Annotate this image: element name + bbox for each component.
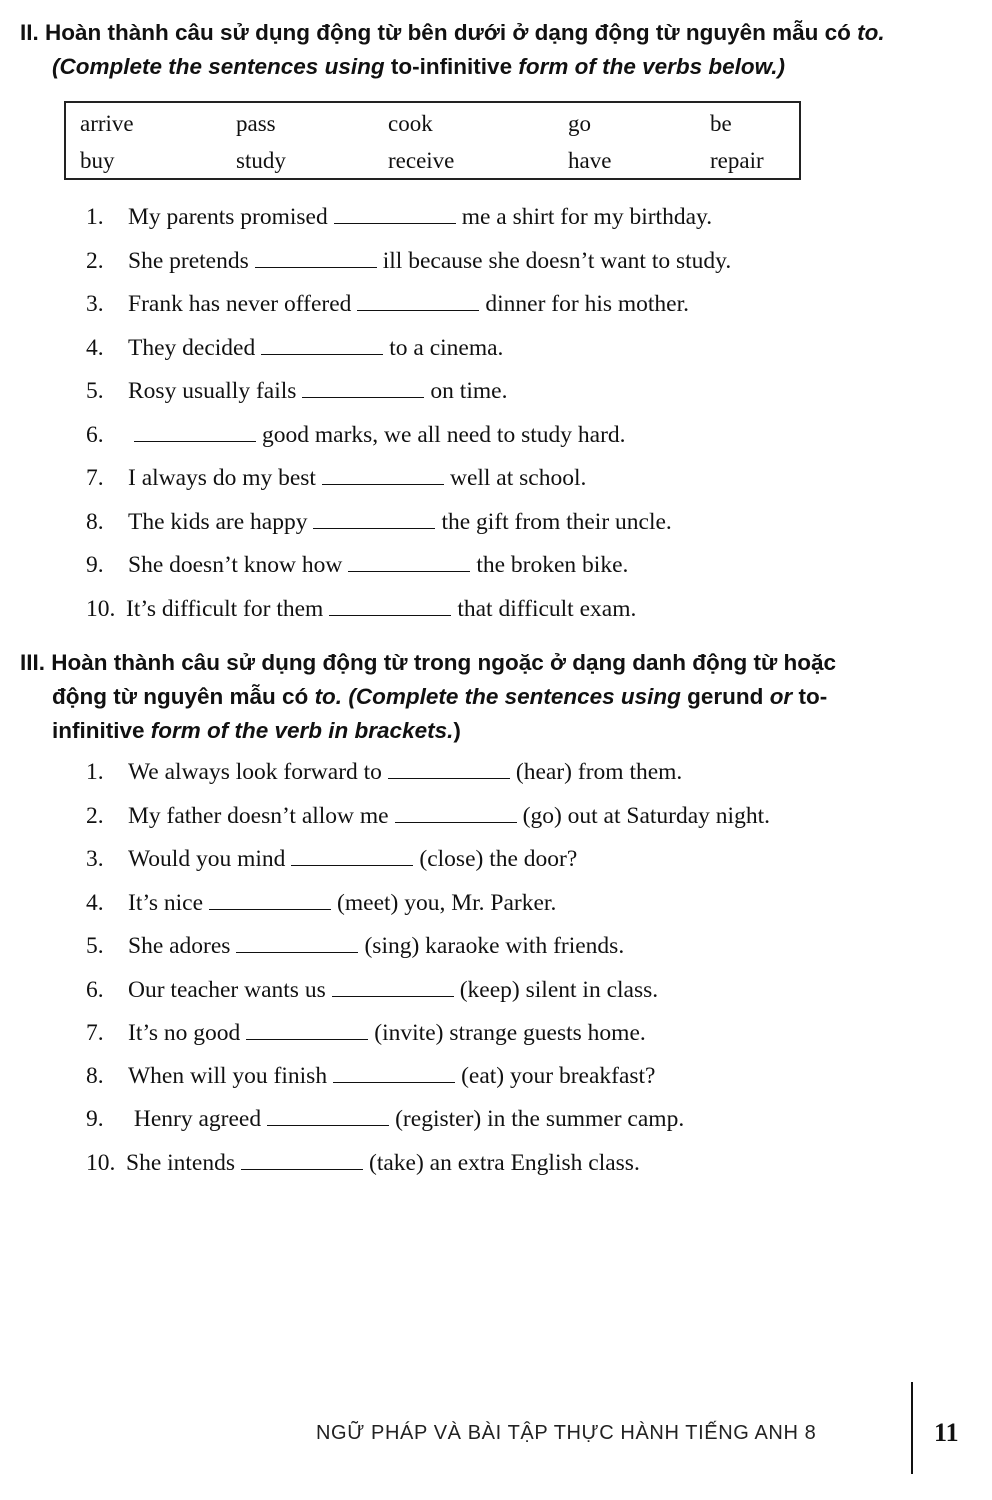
s3-question: 2. My father doesn’t allow me (go) out at Saturday night. (86, 803, 770, 829)
answer-blank[interactable] (395, 802, 517, 823)
s2-question: 2. She pretends ill because she doesn’t want to study. (86, 248, 732, 274)
verb-word-box (64, 101, 801, 180)
s3-question: 10. She intends (take) an extra English class. (86, 1150, 640, 1176)
word-box-item: cook (388, 111, 433, 136)
s2-question: 9. She doesn’t know how the broken bike. (86, 552, 629, 578)
answer-blank[interactable] (332, 976, 454, 997)
word-box-item: study (236, 148, 286, 173)
s2-question: 5. Rosy usually fails on time. (86, 378, 508, 404)
s2-question: 10. It’s difficult for them that difficult exam. (86, 596, 637, 622)
s3-question: 1. We always look forward to (hear) from them. (86, 759, 683, 785)
s3-question: 3. Would you mind (close) the door? (86, 846, 578, 872)
s2-question: 4. They decided to a cinema. (86, 335, 504, 361)
s3-question: 9. Henry agreed (register) in the summer camp. (86, 1106, 685, 1132)
section-3-heading (20, 646, 968, 748)
answer-blank[interactable] (246, 1019, 368, 1040)
answer-blank[interactable] (334, 203, 456, 224)
answer-blank[interactable] (209, 889, 331, 910)
word-box-item: pass (236, 111, 276, 136)
answer-blank[interactable] (322, 464, 444, 485)
s3-question: 4. It’s nice (meet) you, Mr. Parker. (86, 890, 557, 916)
footer-book-title: NGỮ PHÁP VÀ BÀI TẬP THỰC HÀNH TIẾNG ANH 8 (316, 1422, 817, 1444)
s2-question: 7. I always do my best well at school. (86, 465, 587, 491)
s2-question: 8. The kids are happy the gift from their uncle. (86, 509, 672, 535)
s2-question: 6. good marks, we all need to study hard. (86, 422, 626, 448)
answer-blank[interactable] (267, 1105, 389, 1126)
section-3-heading-line2: động từ nguyên mẫu có to. (Complete the sentences using gerund or to- (52, 684, 828, 709)
section-2-heading-vi-to: to. (857, 20, 885, 45)
page-number: 11 (934, 1418, 959, 1447)
s3-question: 8. When will you finish (eat) your breakfast? (86, 1063, 656, 1089)
section-3-heading-line3: infinitive form of the verb in brackets.) (52, 718, 461, 743)
answer-blank[interactable] (302, 377, 424, 398)
section-2-heading (20, 16, 968, 84)
answer-blank[interactable] (357, 290, 479, 311)
answer-blank[interactable] (313, 508, 435, 529)
answer-blank[interactable] (261, 334, 383, 355)
answer-blank[interactable] (333, 1062, 455, 1083)
s3-question: 7. It’s no good (invite) strange guests home. (86, 1020, 646, 1046)
word-box-item: arrive (80, 111, 134, 136)
s3-question: 6. Our teacher wants us (keep) silent in class. (86, 977, 659, 1003)
word-box-item: receive (388, 148, 455, 173)
section-2-heading-vi: II. Hoàn thành câu sử dụng động từ bên dưới ở dạng động từ nguyên mẫu có (20, 20, 851, 45)
footer-divider (911, 1382, 913, 1474)
word-box-item: repair (710, 148, 764, 173)
answer-blank[interactable] (134, 421, 256, 442)
word-box-item: have (568, 148, 612, 173)
answer-blank[interactable] (255, 247, 377, 268)
answer-blank[interactable] (241, 1149, 363, 1170)
answer-blank[interactable] (291, 845, 413, 866)
section-3-heading-vi: III. Hoàn thành câu sử dụng động từ trong ngoặc ở dạng danh động từ hoặc (20, 650, 837, 675)
word-box-item: buy (80, 148, 115, 173)
s2-question: 1. My parents promised me a shirt for my birthday. (86, 204, 713, 230)
s2-question: 3. Frank has never offered dinner for his mother. (86, 291, 690, 317)
answer-blank[interactable] (236, 932, 358, 953)
section-2-heading-en: (Complete the sentences using to-infinitive form of the verbs below.) (52, 54, 786, 79)
answer-blank[interactable] (388, 758, 510, 779)
word-box-item: go (568, 111, 591, 136)
answer-blank[interactable] (329, 595, 451, 616)
answer-blank[interactable] (348, 551, 470, 572)
s3-question: 5. She adores (sing) karaoke with friends. (86, 933, 625, 959)
word-box-item: be (710, 111, 732, 136)
